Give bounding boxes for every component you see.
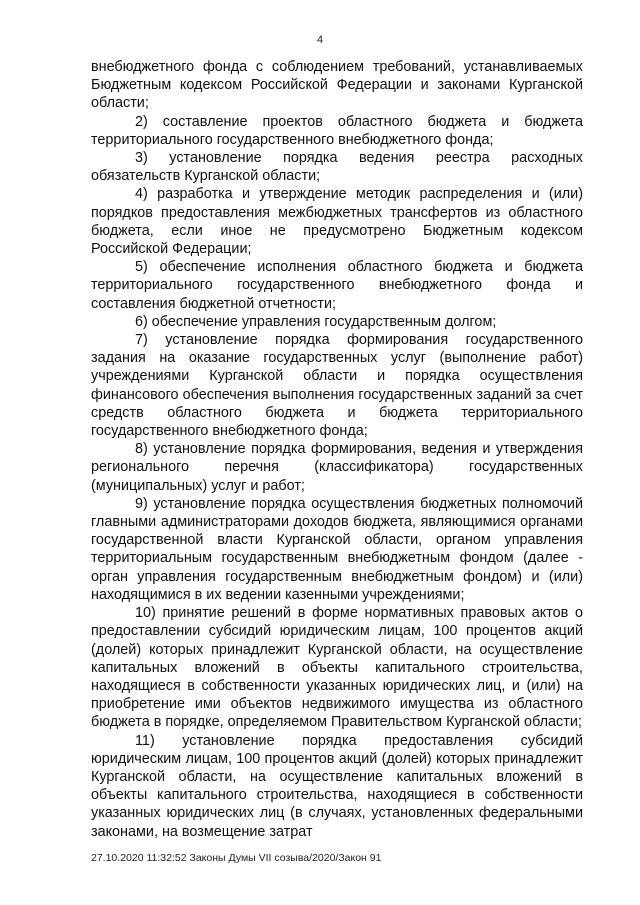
paragraph-continuation: внебюджетного фонда с соблюдением требований, устанавливаемых Бюджетным кодексом Российской Федерации и законами Курганской области; (91, 59, 583, 112)
paragraph-item-5: 5) обеспечение исполнения областного бюджета и бюджета территориального государственного внебюджетного фонда и составления бюджетной отчетности; (91, 259, 583, 312)
paragraph-item-4: 4) разработка и утверждение методик распределения и (или) порядков предоставления межбюджетных трансфертов из областного бюджета, если иное не предусмотрено Бюджетным кодексом Российской Федерации; (91, 186, 583, 258)
document-footer: 27.10.2020 11:32:52 Законы Думы VII созыва/2020/Закон 91 (91, 852, 382, 864)
page-number: 4 (316, 34, 324, 46)
paragraph-item-7: 7) установление порядка формирования государственного задания на оказание государственных услуг (выполнение работ) учреждениями Курганской области и порядка осуществления финансового обеспечения выполнения государственных заданий за счет средств областного бюджета и бюджета территориального государственного внебюджетного фонда; (91, 332, 583, 440)
paragraph-item-2: 2) составление проектов областного бюджета и бюджета территориального государственного внебюджетного фонда; (91, 113, 583, 148)
paragraph-item-6: 6) обеспечение управления государственным долгом; (135, 313, 497, 330)
paragraph-item-11: 11) установление порядка предоставления субсидий юридическим лицам, 100 процентов акций (долей) которых принадлежит Курганской области, на осуществление капитальных вложений в объекты капитального строительства, находящиеся в собственности указанных юридических лиц (в случаях, установленных федеральными законами, на возмещение затрат (91, 732, 583, 840)
paragraph-item-10: 10) принятие решений в форме нормативных правовых актов о предоставлении субсидий юридическим лицам, 100 процентов акций (долей) которых принадлежит Курганской области, на осуществление капитальных вложений в объекты капитального строительства, находящиеся в собственности указанных юридических лиц, и (или) на приобретение ими объектов недвижимого имущества из областного бюджета в порядке, определяемом Правительством Курганской области; (91, 605, 583, 731)
paragraph-item-9: 9) установление порядка осуществления бюджетных полномочий главными администраторами доходов бюджета, являющимися органами государственной власти Курганской области, органом управления территориальным государственным внебюджетным фондом (далее - орган управления государственным внебюджетным фондом) и (или) находящимися в их ведении казенными учреждениями; (91, 495, 583, 603)
paragraph-item-3: 3) установление порядка ведения реестра расходных обязательств Курганской области; (91, 150, 583, 185)
body-text (91, 58, 583, 841)
paragraph-item-8: 8) установление порядка формирования, ведения и утверждения регионального перечня (классификатора) государственных (муниципальных) услуг и работ; (91, 441, 583, 494)
